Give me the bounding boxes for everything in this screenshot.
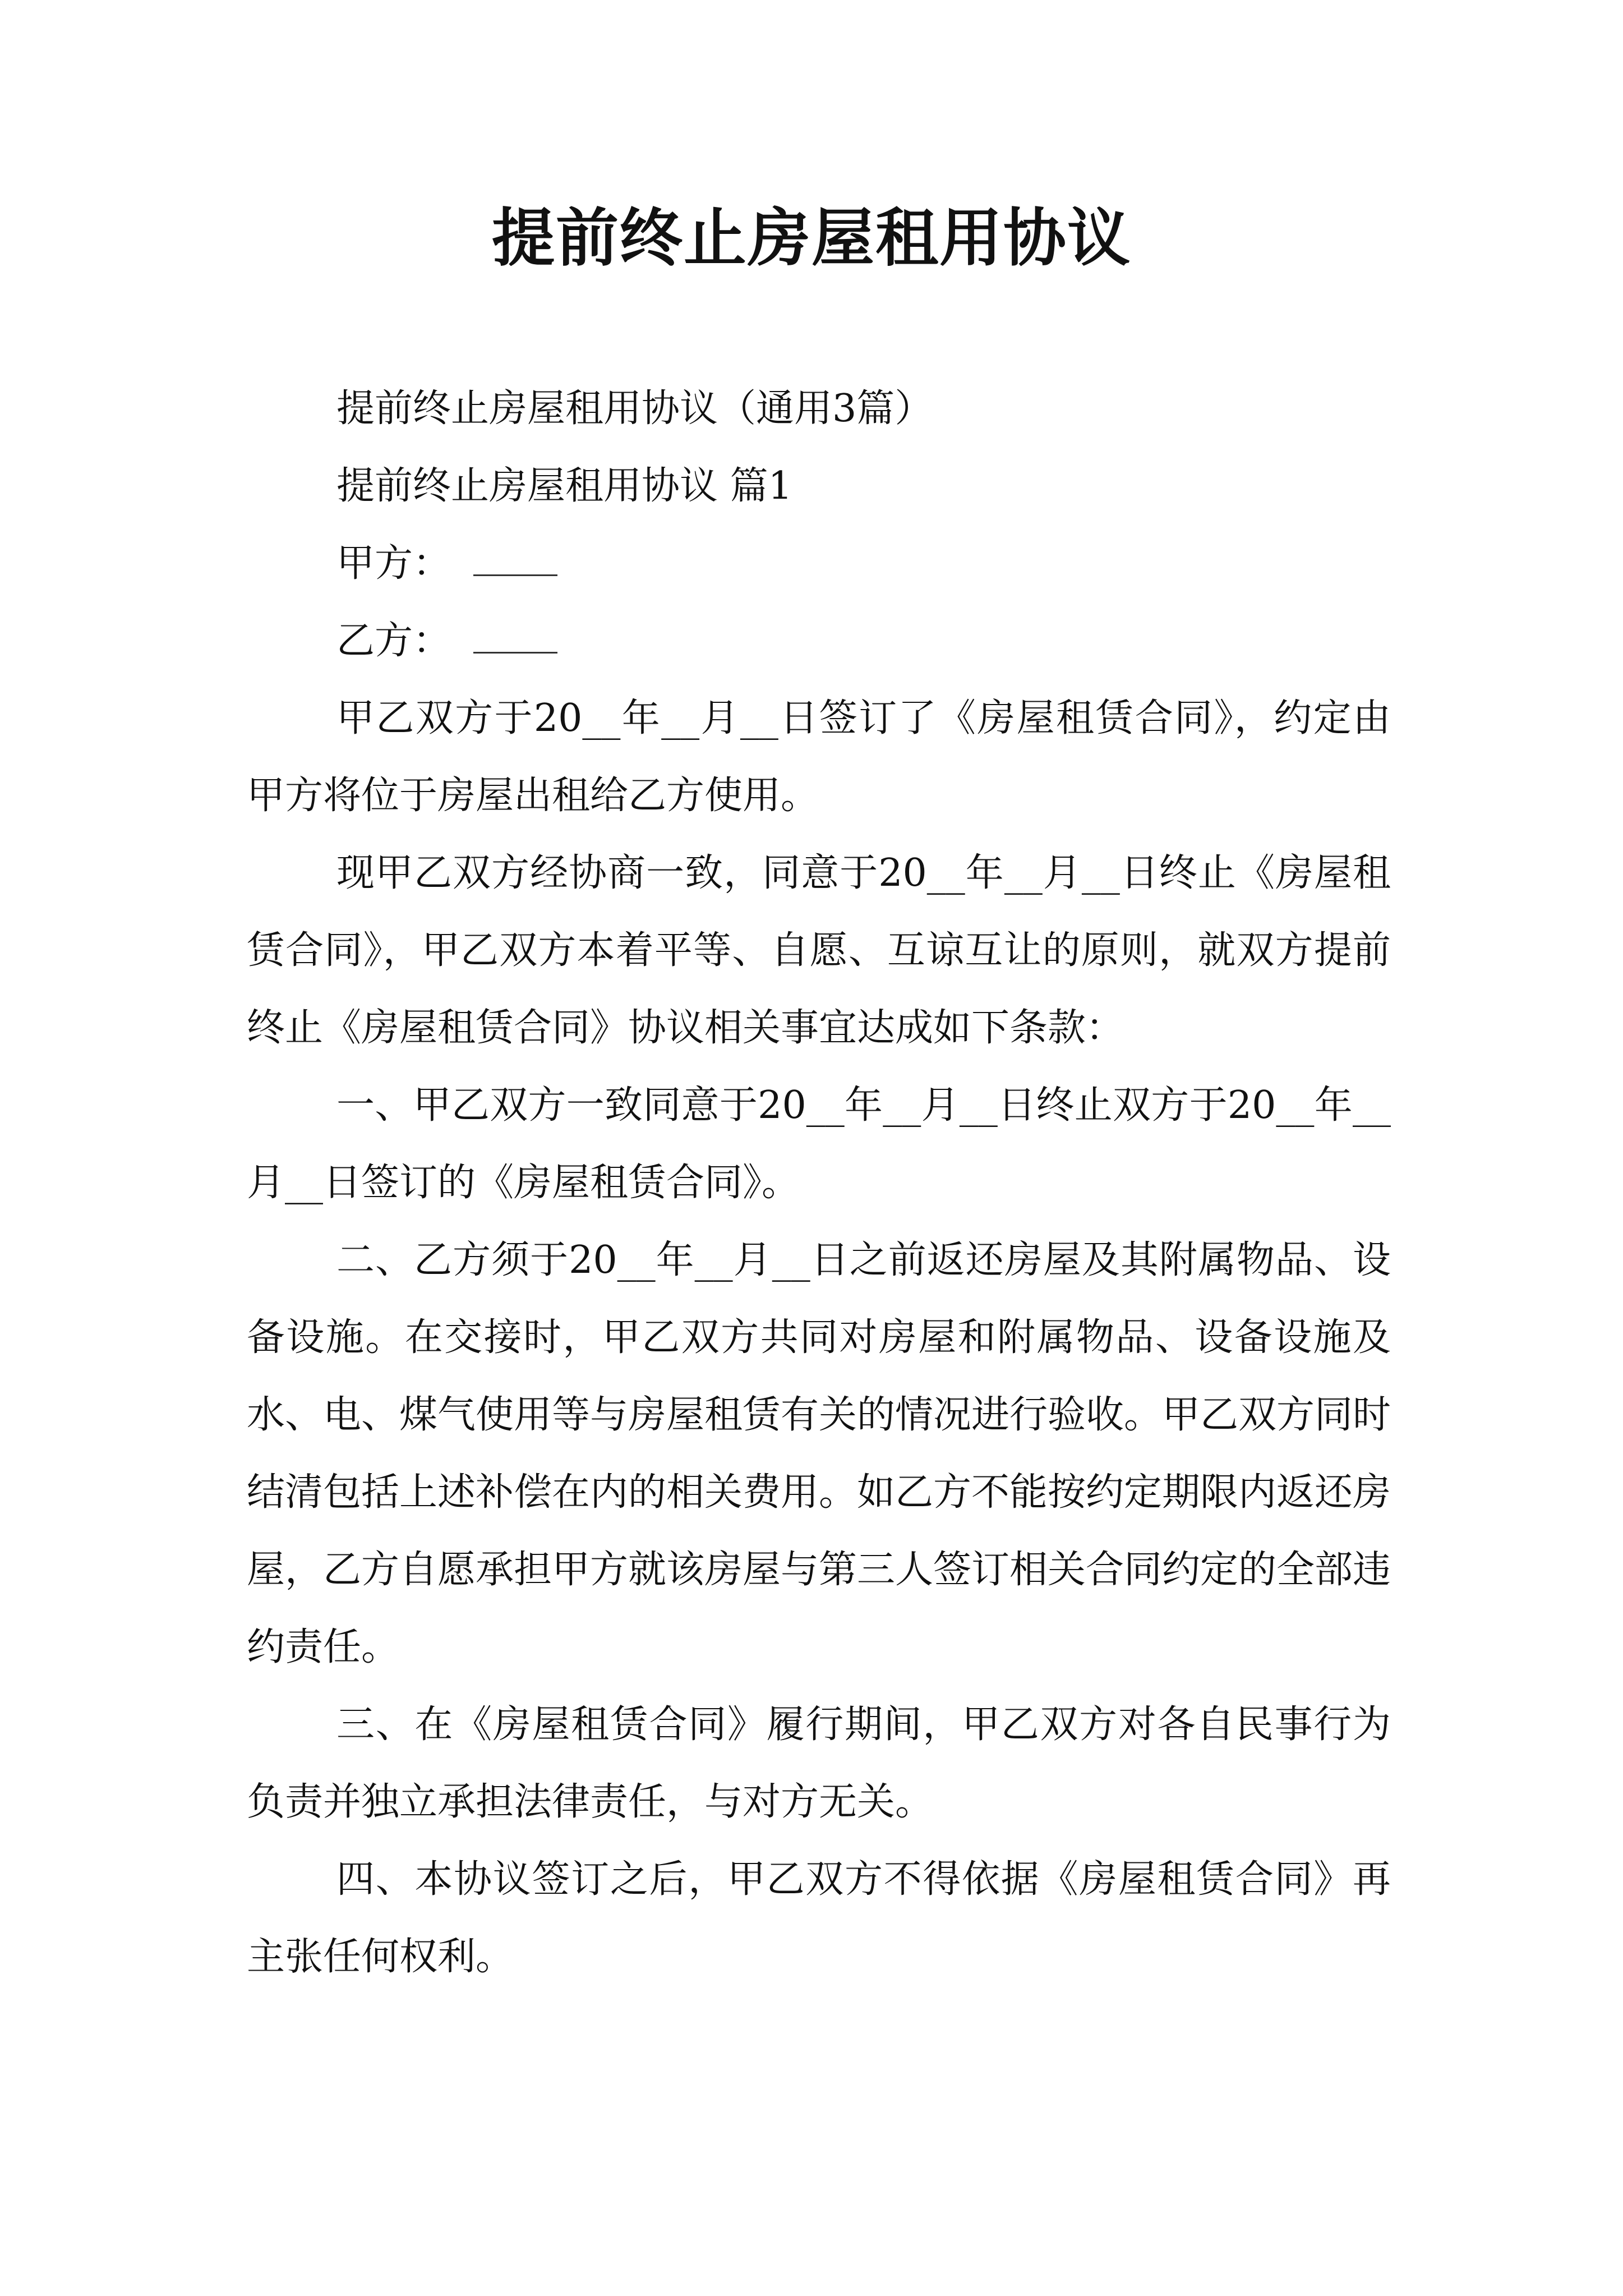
paragraph-clause-4: 四、本协议签订之后，甲乙双方不得依据《房屋租赁合同》再主张任何权利。 <box>247 1857 1391 1979</box>
paragraph-clause-2: 二、乙方须于20__年__月__日之前返还房屋及其附属物品、设备设施。在交接时，甲乙双方共同对房屋和附属物品、设备设施及水、电、煤气使用等与房屋租赁有关的情况进行验收。甲乙双方同时结清包括上述补偿在内的相关费用。如乙方不能按约定期限内返还房屋，乙方自愿承担甲方就该房屋与第三人签订相关合同约定的全部违约责任。 <box>247 1238 1391 1669</box>
paragraph-section-heading: 提前终止房屋租用协议 篇1 <box>336 464 792 508</box>
party-b-blank-line <box>473 629 557 654</box>
paragraph-party-a <box>247 525 1391 602</box>
party-b-label: 乙方： <box>336 619 451 663</box>
party-a-label: 甲方： <box>336 541 451 586</box>
document-body <box>247 370 1391 1996</box>
paragraph-agreement: 现甲乙双方经协商一致，同意于20__年__月__日终止《房屋租赁合同》，甲乙双方本着平等、自愿、互谅互让的原则，就双方提前终止《房屋租赁合同》协议相关事宜达成如下条款： <box>247 851 1391 1050</box>
paragraph-party-b <box>247 602 1391 680</box>
party-a-blank-line <box>473 552 557 576</box>
paragraph-clause-3: 三、在《房屋租赁合同》履行期间，甲乙双方对各自民事行为负责并独立承担法律责任，与对方无关。 <box>247 1703 1391 1824</box>
paragraph-subtitle: 提前终止房屋租用协议（通用3篇） <box>336 386 933 431</box>
paragraph-intro: 甲乙双方于20__年__月__日签订了《房屋租赁合同》，约定由甲方将位于房屋出租给乙方使用。 <box>247 696 1391 818</box>
document-title: 提前终止房屋租用协议 <box>492 202 1131 275</box>
paragraph-clause-1: 一、甲乙双方一致同意于20__年__月__日终止双方于20__年__月__日签订的《房屋租赁合同》。 <box>247 1083 1391 1205</box>
